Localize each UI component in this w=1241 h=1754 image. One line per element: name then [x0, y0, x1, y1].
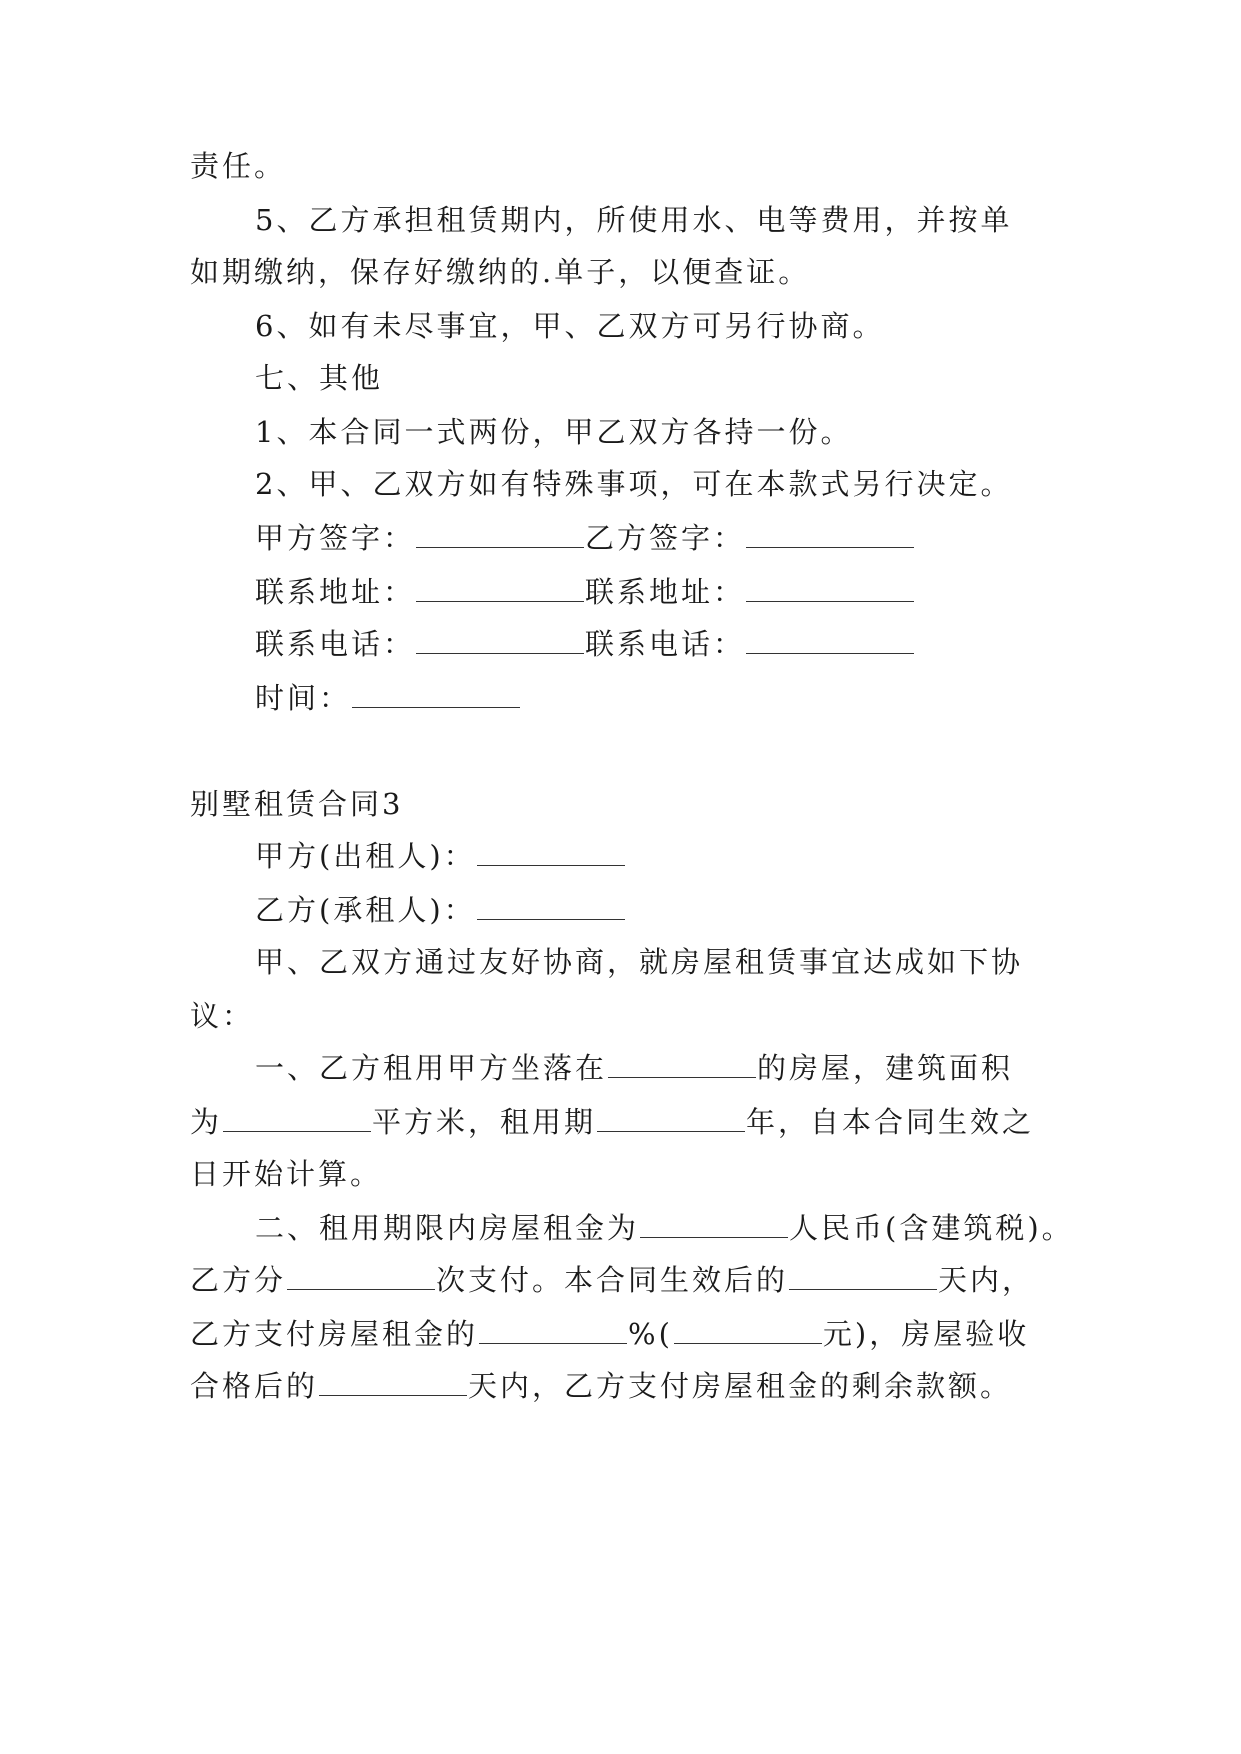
signature-row	[255, 518, 915, 558]
area-blank	[223, 1103, 371, 1132]
phone-a-label: 联系电话：	[255, 627, 416, 661]
preamble-line1: 甲、乙双方通过友好协商，就房屋租赁事宜达成如下协	[255, 945, 1024, 979]
party-b-row	[255, 890, 626, 930]
clause2-text-h: 元)，房屋验收	[822, 1317, 1030, 1351]
sign-b-blank	[746, 519, 914, 548]
sign-b-label: 乙方签字：	[585, 521, 746, 555]
preamble-line2: 议：	[190, 999, 255, 1033]
clause1-text-e: 年，自本合同生效之	[746, 1105, 1035, 1139]
address-b-blank	[746, 573, 914, 602]
sign-a-blank	[416, 519, 584, 548]
party-b-blank	[477, 891, 625, 920]
clause1-line3: 日开始计算。	[190, 1157, 383, 1191]
clause2-text-a: 二、租用期限内房屋租金为	[255, 1211, 640, 1245]
clause1-text-c: 为	[190, 1105, 223, 1139]
clause1-text-d: 平方米，租用期	[372, 1105, 597, 1139]
section7-item1: 1、本合同一式两份，甲乙双方各持一份。	[255, 415, 853, 449]
clause2-text-c: 乙方分	[190, 1263, 287, 1297]
item5-line1: 5、乙方承担租赁期内，所使用水、电等费用，并按单	[255, 203, 1013, 237]
item5-line2: 如期缴纳，保存好缴纳的.单子，以便查证。	[190, 255, 811, 289]
term-blank	[597, 1103, 745, 1132]
phone-a-blank	[416, 625, 584, 654]
section7-item2: 2、甲、乙双方如有特殊事项，可在本款式另行决定。	[255, 467, 1013, 501]
acceptance-days-blank	[319, 1367, 467, 1396]
section7-title: 七、其他	[255, 361, 384, 395]
address-a-blank	[416, 573, 584, 602]
clause2-text-i: 合格后的	[190, 1369, 319, 1403]
paragraph-responsibility-end: 责任。	[190, 149, 287, 183]
phone-b-blank	[746, 625, 914, 654]
party-a-row	[255, 836, 626, 876]
party-b-label: 乙方(承租人)：	[255, 893, 476, 927]
phone-b-label: 联系电话：	[585, 627, 746, 661]
clause2-text-g: %(	[628, 1317, 673, 1351]
clause2-text-b: 人民币(含建筑税)。	[789, 1211, 1074, 1245]
time-blank	[352, 679, 520, 708]
rent-amount-blank	[640, 1209, 788, 1238]
time-row	[255, 678, 521, 718]
address-b-label: 联系地址：	[585, 575, 746, 609]
phone-row	[255, 624, 915, 664]
time-label: 时间：	[255, 681, 352, 715]
clause2-line1	[255, 1208, 1074, 1248]
yuan-blank	[674, 1315, 822, 1344]
clause1-line2	[190, 1102, 1034, 1142]
clause2-line2	[190, 1260, 1034, 1300]
item6: 6、如有未尽事宜，甲、乙双方可另行协商。	[255, 309, 885, 343]
clause2-line4	[190, 1366, 1012, 1406]
clause2-text-d: 次支付。本合同生效后的	[436, 1263, 789, 1297]
clause2-line3	[190, 1314, 1029, 1354]
location-blank	[608, 1049, 756, 1078]
address-row	[255, 572, 915, 612]
contract3-title: 别墅租赁合同3	[190, 787, 404, 821]
clause2-text-f: 乙方支付房屋租金的	[190, 1317, 479, 1351]
installments-blank	[287, 1261, 435, 1290]
party-a-blank	[477, 837, 625, 866]
sign-a-label: 甲方签字：	[255, 521, 416, 555]
party-a-label: 甲方(出租人)：	[255, 839, 476, 873]
clause1-text-a: 一、乙方租用甲方坐落在	[255, 1051, 608, 1085]
address-a-label: 联系地址：	[255, 575, 416, 609]
clause2-text-e: 天内，	[938, 1263, 1035, 1297]
clause1-text-b: 的房屋，建筑面积	[757, 1051, 1014, 1085]
percent-blank	[479, 1315, 627, 1344]
days-blank	[789, 1261, 937, 1290]
clause1-line1	[255, 1048, 1013, 1088]
clause2-text-j: 天内，乙方支付房屋租金的剩余款额。	[468, 1369, 1013, 1403]
